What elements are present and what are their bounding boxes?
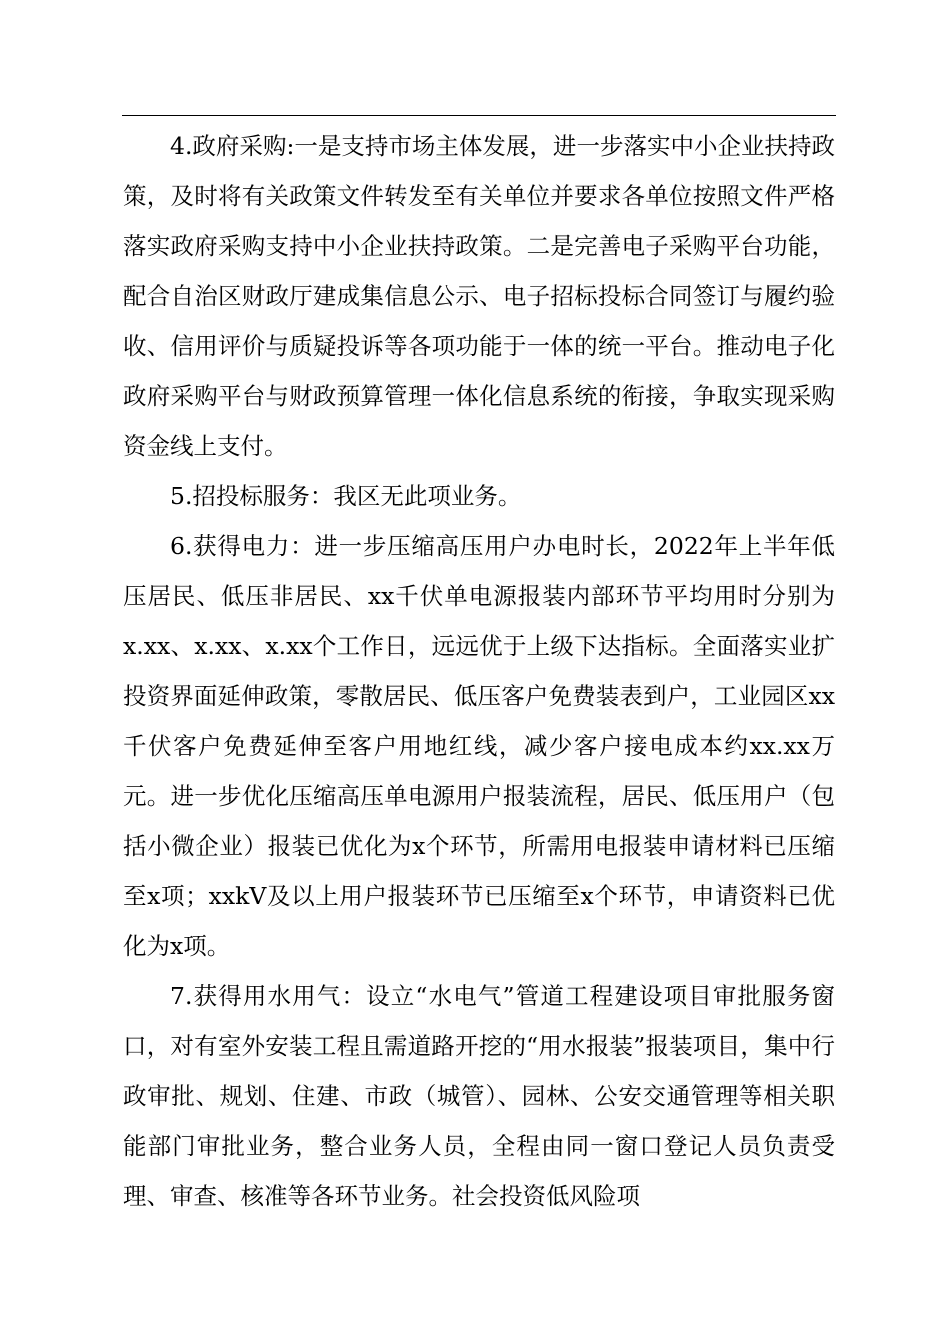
paragraph-government-procurement: 4.政府采购:一是支持市场主体发展，进一步落实中小企业扶持政策，及时将有关政策文件转发至有关单位并要求各单位按照文件严格落实政府采购支持中小企业扶持政策。二是完善电子采购平台功能，配合自治区财政厅建成集信息公示、电子招标投标合同签订与履约验收、信用评价与质疑投诉等各项功能于一体的统一平台。推动电子化政府采购平台与财政预算管理一体化信息系统的衔接，争取实现采购资金线上支付。 [123, 132, 835, 460]
header-rule [122, 115, 836, 116]
paragraph-obtaining-electricity: 6.获得电力：进一步压缩高压用户办电时长，2022年上半年低压居民、低压非居民、xx千伏单电源报装内部环节平均用时分别为x.xx、x.xx、x.xx个工作日，远远优于上级下达指标。全面落实业扩投资界面延伸政策，零散居民、低压客户免费装表到户，工业园区xx千伏客户免费延伸至客户用地红线，减少客户接电成本约xx.xx万元。进一步优化压缩高压单电源用户报装流程，居民、低压用户（包括小微企业）报装已优化为x个环节，所需用电报装申请材料已压缩至x项；xxkV及以上用户报装环节已压缩至x个环节，申请资料已优化为x项。 [123, 532, 835, 960]
paragraph-water-and-gas: 7.获得用水用气：设立“水电气”管道工程建设项目审批服务窗口，对有室外安装工程且需道路开挖的“用水报装”报装项目，集中行政审批、规划、住建、市政（城管）、园林、公安交通管理等相关职能部门审批业务，整合业务人员，全程由同一窗口登记人员负责受理、审查、核准等各环节业务。社会投资低风险项 [123, 982, 835, 1210]
paragraph-bidding-service: 5.招投标服务：我区无此项业务。 [170, 482, 522, 510]
document-body [123, 121, 835, 1221]
